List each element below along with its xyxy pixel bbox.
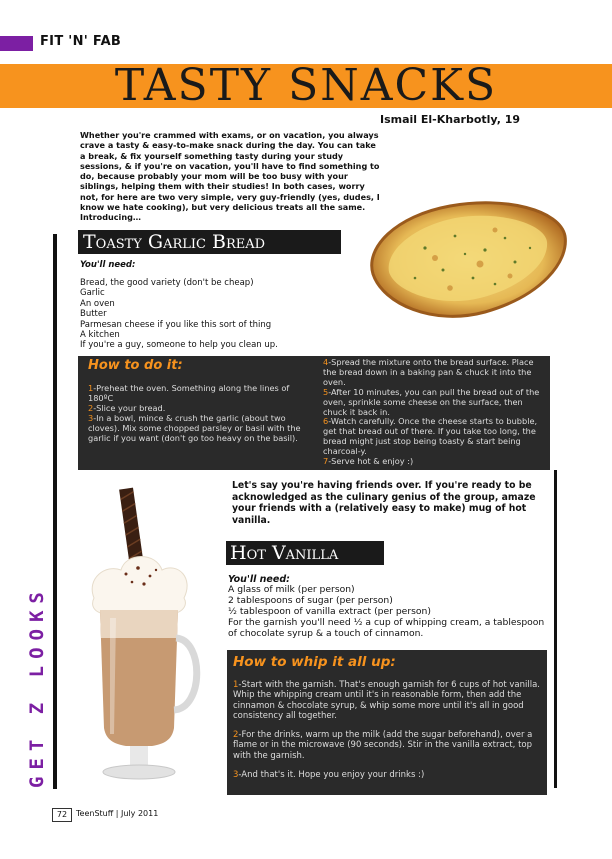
garlic-steps-col2 <box>323 358 545 467</box>
list-item: For the garnish you'll need ½ a cup of whipping cream, a tablespoon of chocolate syrup & a touch of cinnamon. <box>228 617 545 639</box>
step-item: 2-For the drinks, warm up the milk (add the sugar beforehand), over a flame or in the microwave (90 seconds). Stir in the vanilla extract, top with the garnish. <box>233 730 533 761</box>
list-item: Bread, the good variety (don't be cheap) <box>80 278 254 288</box>
list-item: Butter <box>80 309 107 320</box>
step-item: 1-Preheat the oven. Something along the lines of 180ºC <box>88 383 290 403</box>
garlic-need-label: You'll need: <box>80 260 136 270</box>
step-item: 6-Watch carefully. Once the cheese starts to bubble, get that bread out of there. If you take too long, the bread might just stop being toasty & start being charcoal-y. <box>323 416 538 457</box>
step-item: 3-In a bowl, mince & crush the garlic (about two cloves). Mix some chopped parsley or basil with the garlic if you want (don't go too heavy on the basil). <box>88 412 301 443</box>
vanilla-howto-heading: How to whip it all up: <box>233 654 396 670</box>
list-item: An oven <box>80 298 115 309</box>
list-item: ½ tablespoon of vanilla extract (per person) <box>228 606 431 617</box>
garlic-steps-col1 <box>88 384 302 443</box>
vanilla-need-label: You'll need: <box>228 574 290 585</box>
list-item: A glass of milk (per person) <box>228 584 355 595</box>
garlic-bread-heading: Toasty Garlic Bread <box>78 230 341 254</box>
intro-paragraph: Whether you're crammed with exams, or on vacation, you always crave a tasty & easy-to-make snack during the day. You can take a break, & fix yourself something tasty during your study sessions, & if you're on vacation, you'll have to find something to do, because probably your mom will be too busy with your siblings, helping them with their studies! In both cases, worry not, for here are two very simple, very guy-friendly (yes, dudes, I know we hate cooking), but very delicious treats all the same. Introducing… <box>80 130 380 223</box>
section-label: FIT 'N' FAB <box>40 34 122 49</box>
step-item: 1-Start with the garnish. That's enough garnish for 6 cups of hot vanilla. Whip the whipping cream until it's in reasonable form, then add the cinnamon & chocolate syrup, & whip some more until it's all in good consistency all together. <box>233 680 540 721</box>
step-item: 5-After 10 minutes, you can pull the bread out of the oven, sprinkle some cheese on the surface, then chuck it back in. <box>323 386 540 417</box>
vertical-text-label: GET Z LOOKS <box>26 585 48 788</box>
step-item: 4-Spread the mixture onto the bread surface. Place the bread down in a baking pan & chuck it into the oven. <box>323 357 534 387</box>
vanilla-steps <box>233 680 541 789</box>
garlic-ingredient-list <box>80 278 278 351</box>
page-number: 72 <box>52 808 72 822</box>
list-item: Garlic <box>80 288 105 299</box>
garlic-bread-image <box>355 188 570 328</box>
list-item: If you're a guy, someone to help you clean up. <box>80 340 278 351</box>
list-item: A kitchen <box>80 330 120 341</box>
right-rule <box>554 470 557 788</box>
step-item: 2-Slice your bread. <box>88 402 166 413</box>
step-item: 7-Serve hot & enjoy :) <box>323 456 414 467</box>
vertical-section-text <box>18 488 54 788</box>
page-title: TASTY SNACKS <box>114 60 498 111</box>
vanilla-intro: Let's say you're having friends over. If you're ready to be acknowledged as the culinary genius of the group, amaze your friends with a (relatively easy to make) mug of hot vanilla. <box>232 480 536 526</box>
author-byline: Ismail El-Kharbotly, 19 <box>380 113 521 126</box>
list-item: 2 tablespoons of sugar (per person) <box>228 595 393 606</box>
hot-vanilla-image <box>66 478 212 795</box>
vanilla-ingredient-list <box>228 584 548 639</box>
section-color-tab <box>0 36 33 51</box>
garlic-howto-heading: How to do it: <box>88 358 183 373</box>
list-item: Parmesan cheese if you like this sort of thing <box>80 319 272 330</box>
step-item: 3-And that's it. Hope you enjoy your drinks :) <box>233 770 425 781</box>
footer-credit: TeenStuff | July 2011 <box>76 809 159 818</box>
hot-vanilla-heading: Hot Vanilla <box>226 541 384 565</box>
